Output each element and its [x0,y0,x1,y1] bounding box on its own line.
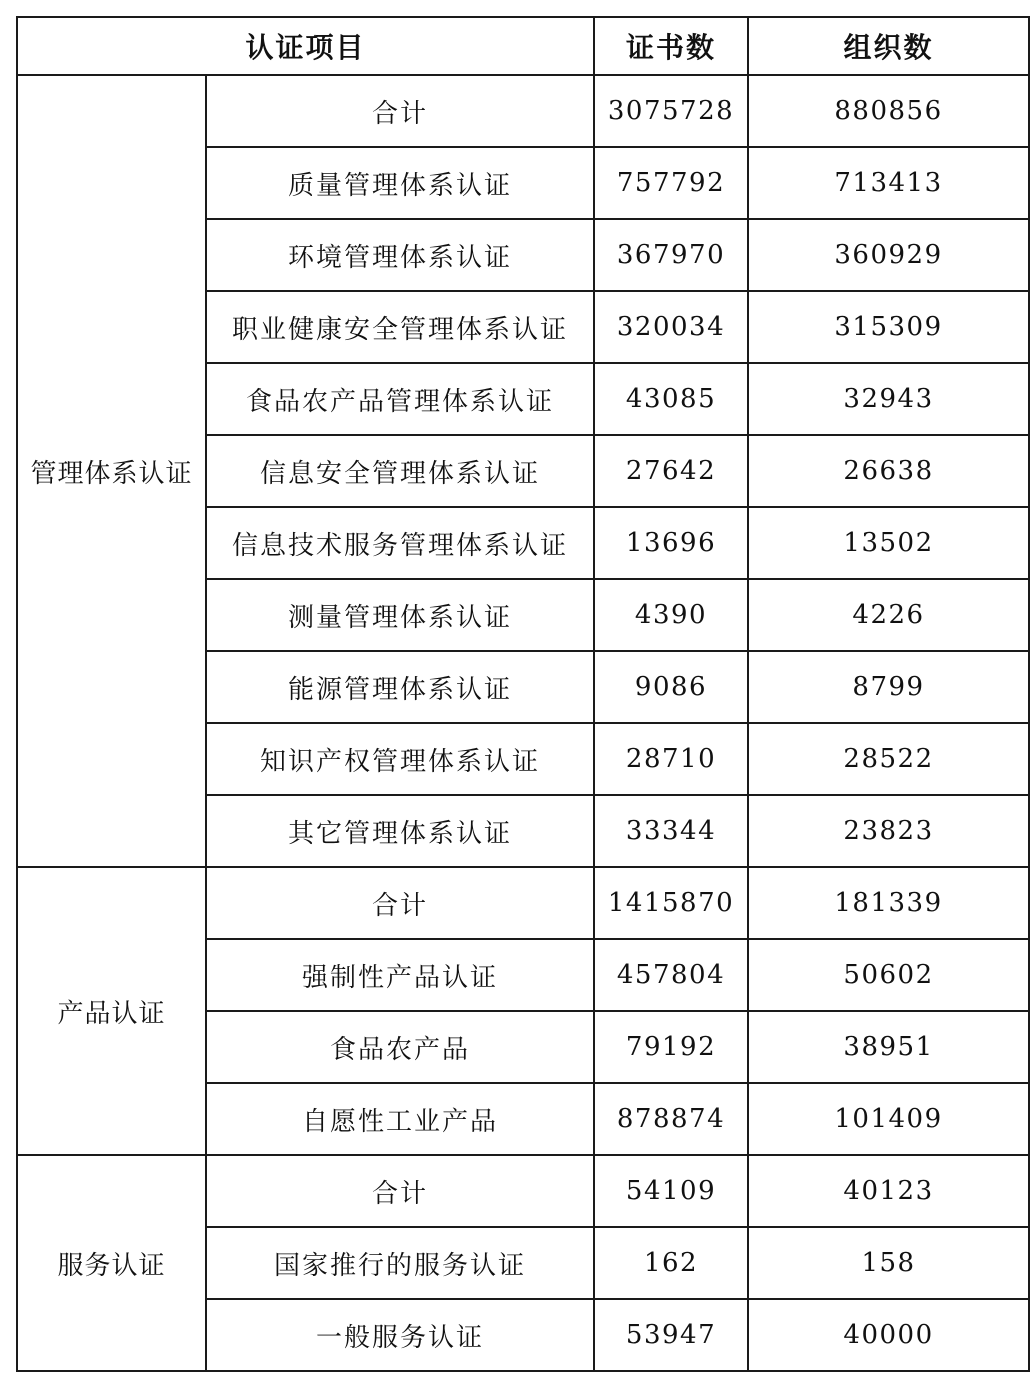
certificates-cell: 367970 [594,219,748,291]
organizations-cell: 40123 [748,1155,1029,1227]
item-cell: 质量管理体系认证 [206,147,594,219]
certificates-cell: 4390 [594,579,748,651]
organizations-cell: 40000 [748,1299,1029,1371]
certificates-cell: 28710 [594,723,748,795]
item-cell: 合计 [206,75,594,147]
organizations-cell: 713413 [748,147,1029,219]
certificates-cell: 53947 [594,1299,748,1371]
organizations-cell: 360929 [748,219,1029,291]
organizations-cell: 880856 [748,75,1029,147]
table-header-row [17,17,1029,75]
certificates-cell: 43085 [594,363,748,435]
certificates-cell: 457804 [594,939,748,1011]
table-body [17,75,1029,1371]
item-cell: 食品农产品 [206,1011,594,1083]
item-cell: 环境管理体系认证 [206,219,594,291]
table-row [17,75,1029,147]
organizations-cell: 23823 [748,795,1029,867]
certificates-cell: 162 [594,1227,748,1299]
group-label: 服务认证 [17,1155,206,1371]
item-cell: 国家推行的服务认证 [206,1227,594,1299]
item-cell: 信息技术服务管理体系认证 [206,507,594,579]
certificates-cell: 33344 [594,795,748,867]
group-label: 产品认证 [17,867,206,1155]
group-label: 管理体系认证 [17,75,206,867]
certificates-cell: 1415870 [594,867,748,939]
item-cell: 食品农产品管理体系认证 [206,363,594,435]
header-certificates: 证书数 [594,17,748,75]
item-cell: 测量管理体系认证 [206,579,594,651]
organizations-cell: 315309 [748,291,1029,363]
organizations-cell: 32943 [748,363,1029,435]
organizations-cell: 4226 [748,579,1029,651]
organizations-cell: 181339 [748,867,1029,939]
item-cell: 强制性产品认证 [206,939,594,1011]
item-cell: 合计 [206,1155,594,1227]
certificates-cell: 757792 [594,147,748,219]
organizations-cell: 38951 [748,1011,1029,1083]
certification-statistics-table [16,16,1030,1372]
item-cell: 其它管理体系认证 [206,795,594,867]
certificates-cell: 54109 [594,1155,748,1227]
certificates-cell: 13696 [594,507,748,579]
certificates-cell: 9086 [594,651,748,723]
table-row [17,1155,1029,1227]
organizations-cell: 158 [748,1227,1029,1299]
header-item: 认证项目 [17,17,594,75]
certification-table-container [16,16,1028,1372]
item-cell: 能源管理体系认证 [206,651,594,723]
item-cell: 职业健康安全管理体系认证 [206,291,594,363]
organizations-cell: 28522 [748,723,1029,795]
certificates-cell: 878874 [594,1083,748,1155]
organizations-cell: 26638 [748,435,1029,507]
item-cell: 一般服务认证 [206,1299,594,1371]
organizations-cell: 101409 [748,1083,1029,1155]
certificates-cell: 3075728 [594,75,748,147]
header-organizations: 组织数 [748,17,1029,75]
item-cell: 知识产权管理体系认证 [206,723,594,795]
organizations-cell: 50602 [748,939,1029,1011]
certificates-cell: 79192 [594,1011,748,1083]
organizations-cell: 13502 [748,507,1029,579]
item-cell: 自愿性工业产品 [206,1083,594,1155]
organizations-cell: 8799 [748,651,1029,723]
certificates-cell: 320034 [594,291,748,363]
certificates-cell: 27642 [594,435,748,507]
item-cell: 信息安全管理体系认证 [206,435,594,507]
item-cell: 合计 [206,867,594,939]
table-row [17,867,1029,939]
